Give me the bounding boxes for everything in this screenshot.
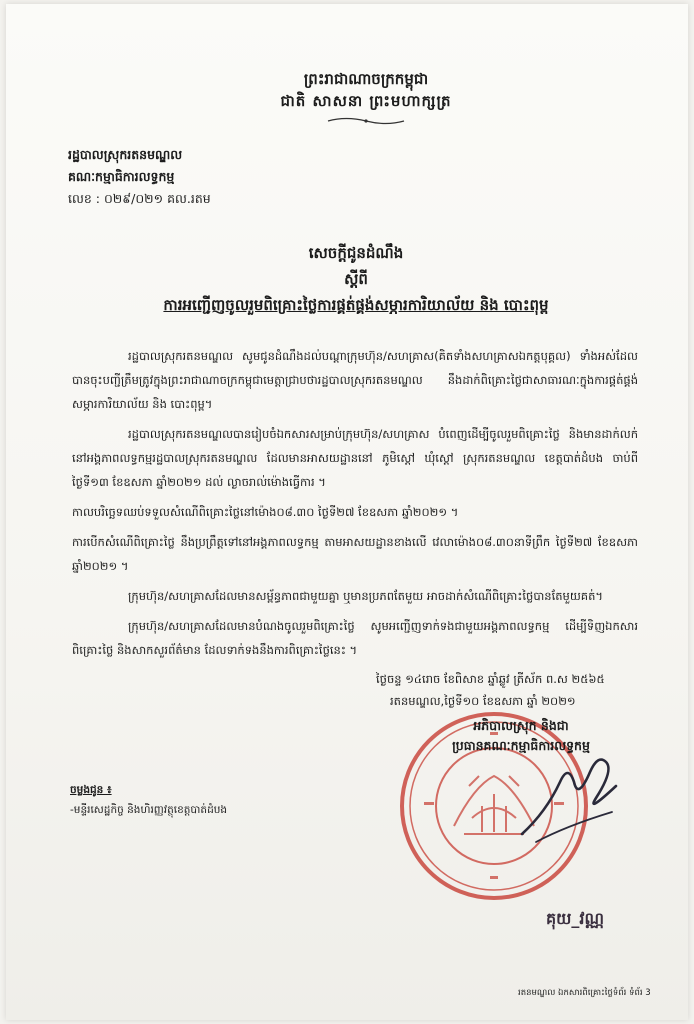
copy-to-block (70, 780, 370, 820)
title-line-about: ស្ដីពី (344, 270, 368, 288)
copy-to-heading: ចម្លងជូន ៖ (70, 784, 112, 796)
paragraph-4: ការបើកសំណើពិគ្រោះថ្លៃ នឹងប្រព្រឹត្តទៅនៅអង្គភាពលទ្ធកម្ម តាមអាសយដ្ឋានខាងលើ វេលាម៉ោង០៨.៣០នាទីព្រឹក ថ្ងៃទី២៧ ខែឧសភា ឆ្នាំ២០២១ ។ (72, 535, 638, 573)
paragraph-2: រដ្ឋបាលស្រុករតនមណ្ឌលបានរៀបចំឯកសារសម្រាប់ក្រុមហ៊ុន/សហគ្រាស បំពេញដើម្បីចូលរួមពិគ្រោះថ្លៃ និងមានដាក់លក់នៅអង្គភាពលទ្ធកម្មរដ្ឋបាលស្រុករតនមណ្ឌល ដែលមានអាសយដ្ឋាននៅ ភូមិស្ដៅ ឃុំស្ដៅ ស្រុករតនមណ្ឌល ខេត្តបាត់ដំបង ចាប់ពីថ្ងៃទី១៣ ខែឧសភា ឆ្នាំ២០២១ ដល់ ល្ងាចរាល់ម៉ោងធ្វើការ ។ (72, 427, 638, 489)
title-line-notice: សេចក្ដីជូនដំណឹង (308, 244, 404, 262)
paragraph-1: រដ្ឋបាលស្រុករតនមណ្ឌល សូមជូនដំណឹងដល់បណ្ដាក្រុមហ៊ុន/សហគ្រាស(គិតទាំងសហគ្រាសឯកត្តបុគ្គល) ទាំងអស់ដែលបានចុះបញ្ជីត្រឹមត្រូវក្នុងព្រះរាជាណាចក្រកម្ពុជាមេត្តាជ្រាបថារដ្ឋបាលស្រុករតនមណ្ឌល នឹងដាក់ពិគ្រោះថ្លៃជាសាធារណៈក្នុងការផ្គត់ផ្គង់ សម្ភារការិយាល័យ និង បោះពុម្ព។ (72, 349, 638, 411)
sender-committee: គណៈកម្មាធិការលទ្ធកម្ម (68, 169, 175, 184)
kingdom-name: ព្រះរាជាណាចក្រកម្ពុជា (303, 70, 429, 88)
signatory-title-line2: ប្រធានគណៈកម្មាធិការលទ្ធកម្ម (452, 738, 590, 753)
signatory-name: គុយ_វណ្ណ (546, 909, 604, 928)
ornament-divider (326, 116, 406, 126)
copy-to-item: -មន្ទីរសេដ្ឋកិច្ច និងហិរញ្ញវត្ថុខេត្តបាត់ដំបង (70, 804, 228, 816)
title-line-subject: ការអញ្ជើញចូលរួមពិគ្រោះថ្លៃការផ្គត់ផ្គង់សម្ភារការិយាល័យ និង បោះពុម្ព (163, 296, 549, 314)
handwritten-signature-icon (516, 742, 626, 850)
paragraph-6: ក្រុមហ៊ុន/សហគ្រាសដែលមានបំណងចូលរួមពិគ្រោះថ្លៃ សូមអញ្ជើញទាក់ទងជាមួយអង្គភាពលទ្ធកម្ម ដើម្បីទិញឯកសារពិគ្រោះថ្លៃ និងសាកសួរព័ត៌មាន ដែលទាក់ទងនឹងការពិគ្រោះថ្លៃនេះ ។ (72, 619, 638, 657)
solar-date: រតនមណ្ឌល,ថ្ងៃទី១០ ខែឧសភា ឆ្នាំ ២០២១ (390, 694, 576, 708)
sender-block (68, 144, 368, 210)
paragraph-5: ក្រុមហ៊ុន/សហគ្រាសដែលមានសម្ព័ន្ធភាពជាមួយគ្នា ឬមានប្រភពតែមួយ អាចដាក់សំណើពិគ្រោះថ្លៃបានតែមួយគត់។ (128, 589, 603, 603)
national-motto: ជាតិ សាសនា ព្រះមហាក្សត្រ (280, 92, 452, 110)
document-body (72, 344, 638, 668)
page-footer: រតនមណ្ឌល ឯកសារពិគ្រោះថ្លៃទំព័រ ទំព័រ 3 (518, 988, 651, 998)
signatory-title-line1: អភិបាលស្រុក និងជា (473, 718, 569, 733)
sender-office: រដ្ឋបាលស្រុករតនមណ្ឌល (68, 147, 183, 162)
lunar-date: ថ្ងៃចន្ទ ១៤រោច ខែពិសាខ ឆ្នាំឆ្លូវ ត្រីស័ក ព.ស ២៥៦៥ (376, 672, 605, 686)
document-page (6, 4, 688, 1020)
kingdom-header (156, 68, 576, 112)
reference-number: លេខ : ០២៩/០២១ គល.រតម (68, 191, 211, 206)
document-title (126, 240, 586, 318)
paragraph-3: កាលបរិច្ឆេទឈប់ទទួលសំណើពិគ្រោះថ្លៃនៅម៉ោង០៨.៣០ ថ្ងៃទី២៧ ខែឧសភា ឆ្នាំ២០២១ ។ (72, 505, 459, 519)
